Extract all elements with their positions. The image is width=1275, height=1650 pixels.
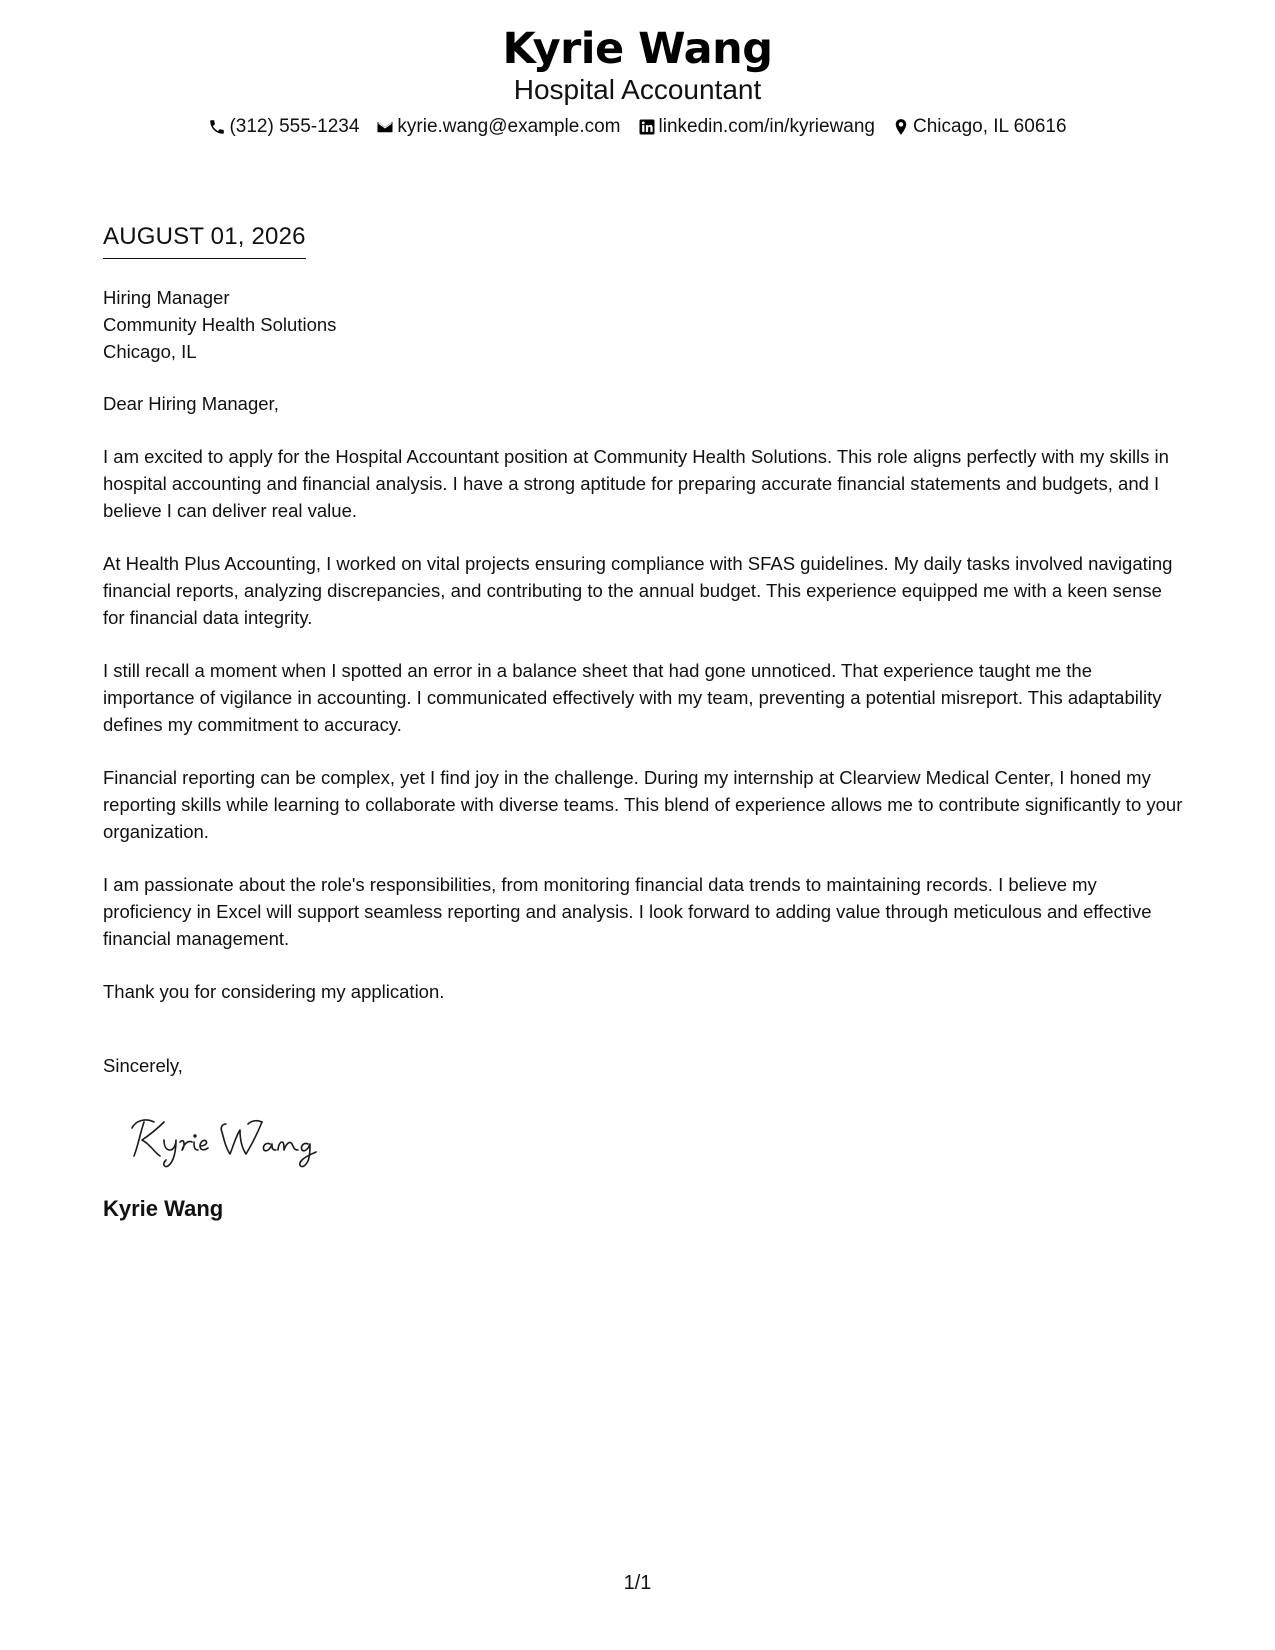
letter-body <box>103 390 1183 1031</box>
body-paragraph: At Health Plus Accounting, I worked on vital projects ensuring compliance with SFAS guidelines. My daily tasks involved navigating financial reports, analyzing discrepancies, and contributing to the annual budget. This experience equipped me with a keen sense for financial data integrity. <box>103 553 1173 628</box>
applicant-name: Kyrie Wang <box>502 24 773 74</box>
contact-linkedin[interactable] <box>638 114 876 140</box>
salutation: Dear Hiring Manager, <box>103 393 279 414</box>
valediction: Sincerely, <box>103 1055 183 1076</box>
signer-name: Kyrie Wang <box>103 1196 224 1221</box>
recipient-block <box>103 284 336 365</box>
body-paragraph: Thank you for considering my application. <box>103 981 445 1002</box>
recipient-line: Chicago, IL <box>103 341 197 362</box>
recipient-line: Hiring Manager <box>103 287 230 308</box>
linkedin-icon <box>638 118 656 136</box>
body-paragraph: I am passionate about the role's responsibilities, from monitoring financial data trends to maintaining records. I believe my proficiency in Excel will support seamless reporting and analysis. I look forward to adding value through meticulous and effective financial management. <box>103 874 1152 949</box>
applicant-title: Hospital Accountant <box>513 74 762 105</box>
body-paragraph: Financial reporting can be complex, yet I find joy in the challenge. During my internship at Clearview Medical Center, I honed my reporting skills while learning to collaborate with diverse teams. This blend of experience allows me to contribute significantly to your organization. <box>103 767 1183 842</box>
handwritten-signature <box>130 1108 350 1168</box>
page-number: 1/1 <box>623 1572 652 1594</box>
body-paragraph: I am excited to apply for the Hospital Accountant position at Community Health Solutions. This role aligns perfectly with my skills in hospital accounting and financial analysis. I have a strong aptitude for preparing accurate financial statements and budgets, and I believe I can deliver real value. <box>103 446 1169 521</box>
map-pin-icon <box>892 118 910 136</box>
contact-row <box>0 114 1275 140</box>
linkedin-text[interactable]: linkedin.com/in/kyriewang <box>658 116 875 137</box>
contact-phone <box>208 114 359 140</box>
contact-email[interactable] <box>376 114 620 140</box>
letter-date: AUGUST 01, 2026 <box>103 222 306 259</box>
phone-icon <box>208 118 226 136</box>
letter-header <box>0 22 1275 140</box>
location-text: Chicago, IL 60616 <box>913 116 1067 137</box>
phone-text: (312) 555-1234 <box>229 116 360 137</box>
email-text[interactable]: kyrie.wang@example.com <box>397 116 621 137</box>
envelope-icon <box>376 118 394 136</box>
recipient-line: Community Health Solutions <box>103 314 337 335</box>
body-paragraph: I still recall a moment when I spotted an error in a balance sheet that had gone unnoticed. That experience taught me the importance of vigilance in accounting. I communicated effectively with my team, preventing a potential misreport. This adaptability defines my commitment to accuracy. <box>103 660 1162 735</box>
contact-location <box>892 114 1067 140</box>
